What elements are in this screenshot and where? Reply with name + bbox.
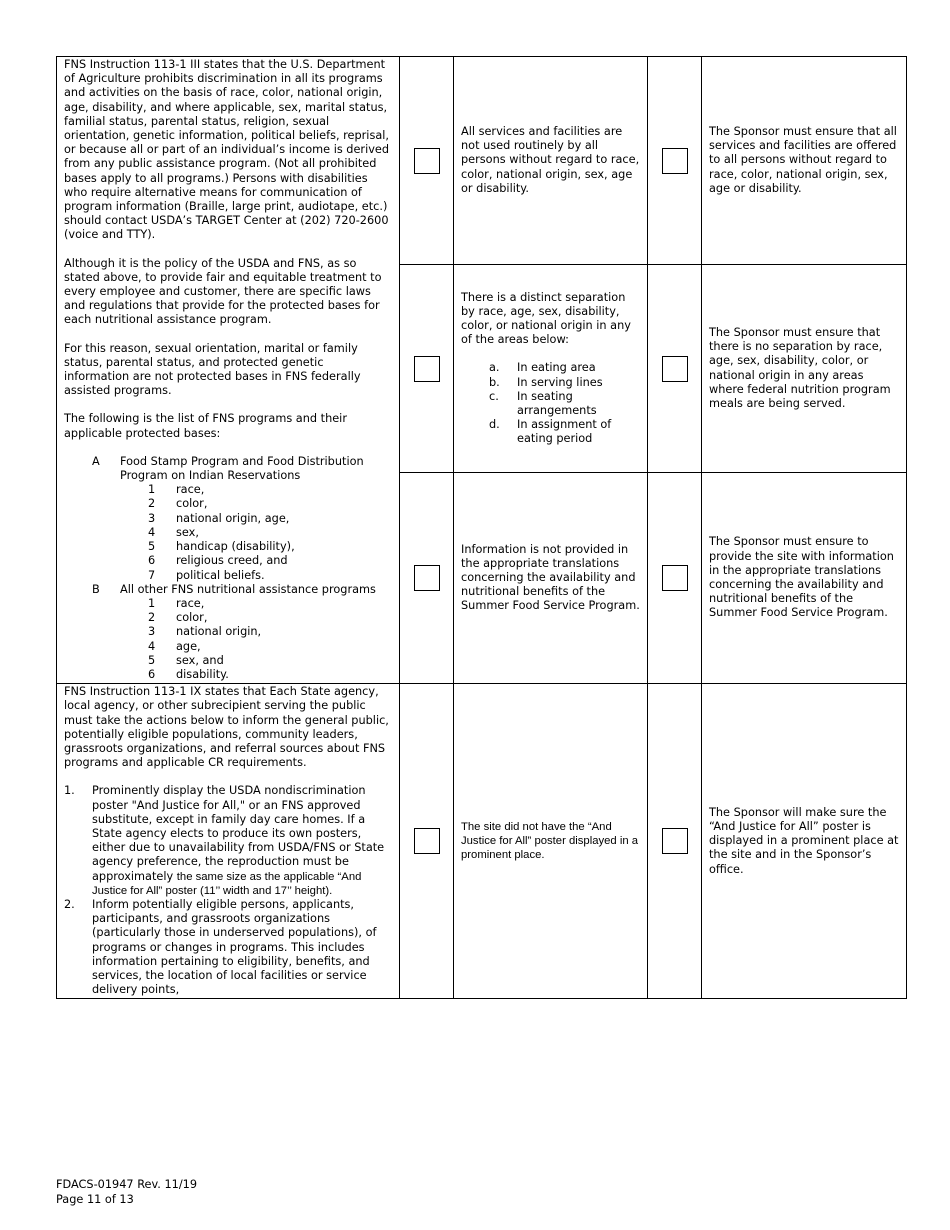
table-row xyxy=(57,57,907,265)
list-item: d. In assignment of eating period xyxy=(489,418,612,446)
list-item: 4 sex, xyxy=(148,525,199,539)
finding-checkbox-cell xyxy=(400,473,454,684)
compliance-table xyxy=(56,56,907,999)
list-item: 4 age, xyxy=(148,639,201,653)
page-number: Page 11 of 13 xyxy=(56,1192,134,1206)
finding-checkbox-4[interactable] xyxy=(414,828,440,854)
finding-text-3: Information is not provided in the appropriate translations concerning the availability and nutritional benefits of the Summer Food Service Program. xyxy=(454,473,648,684)
corrective-text-2: The Sponsor must ensure that there is no separation by race, age, sex, disability, color, or national origin in any areas where federal nutrition program meals are being served. xyxy=(702,265,907,473)
list-item: 6 religious creed, and xyxy=(148,554,288,568)
group-b xyxy=(64,583,392,597)
finding-checkbox-cell xyxy=(400,265,454,473)
corrective-text-3: The Sponsor must ensure to provide the site with information in the appropriate translations concerning the availability and nutritional benefits of the Summer Food Service Program. xyxy=(702,473,907,684)
page-footer xyxy=(56,1178,197,1207)
finding-checkbox-cell xyxy=(400,57,454,265)
finding-text-4: The site did not have the “And Justice for All” poster displayed in a prominent place. xyxy=(454,684,648,999)
corrective-text-1: The Sponsor must ensure that all services and facilities are offered to all persons without regard to race, color, national origin, sex, age or disability. xyxy=(702,57,907,265)
table-row xyxy=(57,684,907,999)
corrective-checkbox-1[interactable] xyxy=(662,148,688,174)
list-item: 2 color, xyxy=(148,611,208,625)
requirement-cell-1 xyxy=(57,57,400,684)
corrective-checkbox-cell xyxy=(648,684,702,999)
areas-list xyxy=(461,361,640,446)
item-1-number: 1. xyxy=(64,784,75,798)
requirement-cell-2 xyxy=(57,684,400,999)
list-item: 7 political beliefs. xyxy=(148,568,265,582)
corrective-checkbox-cell xyxy=(648,57,702,265)
finding-checkbox-1[interactable] xyxy=(414,148,440,174)
group-a xyxy=(64,455,392,483)
list-item: 3 national origin, xyxy=(148,625,262,639)
item-2-text: Inform potentially eligible persons, applicants, participants, and grassroots organizations (particularly those in underserved populations), of programs or changes in programs. This includes information pertaining to eligibility, benefits, and services, the location of local facilities or service delivery points, xyxy=(92,897,377,997)
list-item: 5 sex, and xyxy=(148,653,224,667)
list-item: 3 national origin, age, xyxy=(148,511,290,525)
corrective-checkbox-2[interactable] xyxy=(662,356,688,382)
item-1-text: Prominently display the USDA nondiscrimination poster "And Justice for All," or an FNS approved substitute, except in family day care homes. If a State agency elects to produce its own posters, either due to unavailability from USDA/FNS or State agency preference, the reproduction must be approximately xyxy=(92,784,385,883)
requirement-intro-2: FNS Instruction 113-1 IX states that Each State agency, local agency, or other subrecipient serving the public must take the actions below to inform the general public, potentially eligible populations, community leaders, grassroots organizations, and referral sources about FNS programs and applicable CR requirements. xyxy=(64,685,389,770)
list-item: 1 race, xyxy=(148,596,205,610)
corrective-text-4: The Sponsor will make sure the “And Justice for All” poster is displayed in a prominent place at the site and in the Sponsor’s office. xyxy=(702,684,907,999)
reason-text: For this reason, sexual orientation, marital or family status, parental status, and protected genetic information are not protected bases in FNS federally assisted programs. xyxy=(64,341,361,398)
group-a-title: Food Stamp Program and Food Distribution Program on Indian Reservations xyxy=(120,454,364,483)
corrective-checkbox-3[interactable] xyxy=(662,565,688,591)
item-2-number: 2. xyxy=(64,897,75,911)
group-b-label: B xyxy=(92,582,100,596)
item-1-text-cont: the same size as the applicable “And Justice for All” poster (11’’ width and 17’’ height). xyxy=(92,870,362,897)
policy-text: Although it is the policy of the USDA and FNS, as so stated above, to provide fair and equitable treatment to every employee and customer, there are specific laws and regulations that provide for the protected bases for each nutritional assistance program. xyxy=(64,256,382,327)
list-item: 6 disability. xyxy=(148,667,229,681)
list-item xyxy=(64,784,392,898)
requirement-intro: FNS Instruction 113-1 III states that the U.S. Department of Agriculture prohibits discrimination in all its programs and activities on the basis of race, color, national origin, age, disability, and where applicable, sex, marital status, familial status, parental status, religion, sexual orientation, genetic information, political beliefs, reprisal, or because all or part of an individual’s income is derived from any public assistance program. (Not all prohibited bases apply to all programs.) Persons with disabilities who require alternative means for communication of program information (Braille, large print, audiotape, etc.) should contact USDA’s TARGET Center at (202) 720-2600 (voice and TTY). xyxy=(64,58,390,242)
corrective-checkbox-4[interactable] xyxy=(662,828,688,854)
group-a-list xyxy=(64,483,392,582)
group-b-title: All other FNS nutritional assistance programs xyxy=(120,582,376,596)
finding-cell-2 xyxy=(454,265,648,473)
list-item: 1 race, xyxy=(148,483,205,497)
finding-checkbox-2[interactable] xyxy=(414,356,440,382)
list-item: 2 color, xyxy=(148,497,208,511)
corrective-checkbox-cell xyxy=(648,473,702,684)
list-item xyxy=(64,898,392,997)
list-item: c. In seating arrangements xyxy=(489,389,597,417)
list-item: a. In eating area xyxy=(489,361,596,375)
finding-checkbox-3[interactable] xyxy=(414,565,440,591)
group-b-list xyxy=(64,597,392,682)
form-number: FDACS-01947 Rev. 11/19 xyxy=(56,1178,198,1191)
finding-text-2: There is a distinct separation by race, age, sex, disability, color, or national origin in any of the areas below: xyxy=(461,290,631,347)
finding-text-1: All services and facilities are not used routinely by all persons without regard to race, color, national origin, sex, age or disability. xyxy=(454,57,648,265)
list-item: b. In serving lines xyxy=(489,375,603,389)
list-intro: The following is the list of FNS programs and their applicable protected bases: xyxy=(64,412,347,440)
finding-checkbox-cell xyxy=(400,684,454,999)
list-item: 5 handicap (disability), xyxy=(148,540,295,554)
corrective-checkbox-cell xyxy=(648,265,702,473)
group-a-label: A xyxy=(92,454,100,468)
